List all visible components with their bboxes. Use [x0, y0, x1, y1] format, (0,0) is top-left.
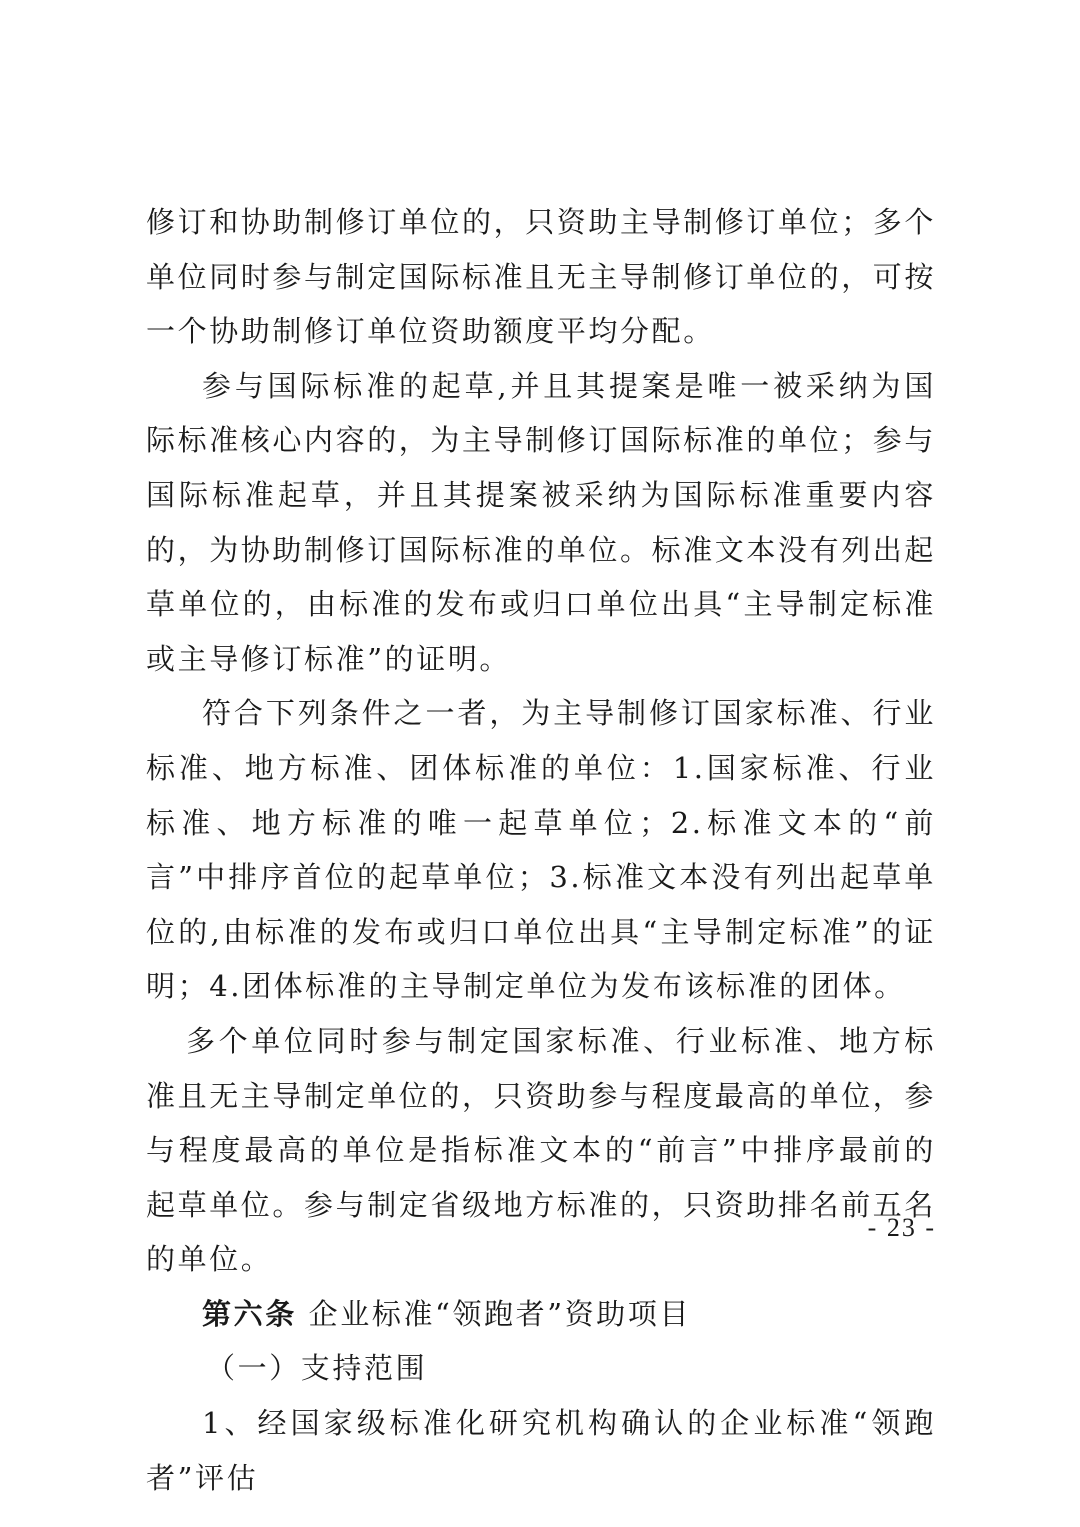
- document-body: [146, 195, 936, 1505]
- article-title: 企业标准“领跑者”资助项目: [308, 1296, 692, 1331]
- paragraph-continuation: 修订和协助制修订单位的，只资助主导制修订单位；多个单位同时参与制定国际标准且无主导制修订单位的，可按一个协助制修订单位资助额度平均分配。: [146, 205, 937, 349]
- article-heading: [146, 1287, 936, 1342]
- paragraph-international-standard: 参与国际标准的起草,并且其提案是唯一被采纳为国际标准核心内容的，为主导制修订国际标准的单位；参与国际标准起草，并且其提案被采纳为国际标准重要内容的，为协助制修订国际标准的单位。标准文本没有列出起草单位的，由标准的发布或归口单位出具“主导制定标准或主导修订标准”的证明。: [146, 368, 937, 676]
- section-heading: （一）支持范围: [206, 1351, 428, 1386]
- paragraph-multiple-units: 多个单位同时参与制定国家标准、行业标准、地方标准且无主导制定单位的，只资助参与程度最高的单位，参与程度最高的单位是指标准文本的“前言”中排序最前的起草单位。参与制定省级地方标准的，只资助排名前五名的单位。: [146, 1023, 937, 1277]
- article-label: 第六条: [202, 1296, 297, 1331]
- paragraph-lead-unit-conditions: 符合下列条件之一者，为主导制修订国家标准、行业标准、地方标准、团体标准的单位：1.国家标准、行业标准、地方标准的唯一起草单位；2.标准文本的“前言”中排序首位的起草单位；3.标准文本没有列出起草单位的,由标准的发布或归口单位出具“主导制定标准”的证明；4.团体标准的主导制定单位为发布该标准的团体。: [146, 696, 936, 1004]
- page-number: - 23 -: [867, 1213, 936, 1242]
- list-item-1: 1、经国家级标准化研究机构确认的企业标准“领跑者”评估: [146, 1406, 936, 1495]
